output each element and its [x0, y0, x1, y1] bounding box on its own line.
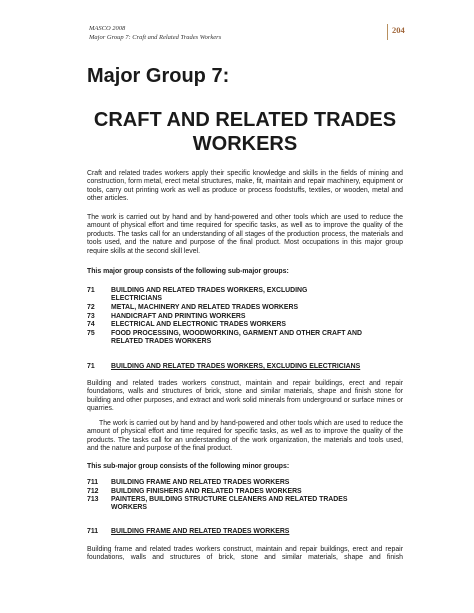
page-title: CRAFT AND RELATED TRADES WORKERS [93, 109, 397, 155]
list-item-code: 711 [87, 479, 99, 486]
list-item-75 [87, 330, 403, 347]
section-71-paragraph-2: The work is carried out by hand and by hand-powered and other tools which are used to reduce the amount of physical effort and time required for specific tasks, as well as to improve the quality of the products. The tasks call for an understanding of the work organization, the materials and tools used, and the nature and purpose of the final product. [87, 420, 403, 453]
list-item-code: 73 [87, 312, 95, 320]
list-item-code: 72 [87, 304, 95, 311]
list-item-code: 74 [87, 321, 95, 328]
intro-paragraph: Craft and related trades workers apply their specific knowledge and skills in the fields of mining and construction, form metal, erect metal structures, make, fit, maintain and repair machinery, equipment or tools, carry out printing work as well as produce or process foodstuffs, textiles, or wooden, metal and other articles. [87, 170, 403, 203]
list-item-code: 713 [87, 496, 99, 503]
list-item-code: 71 [87, 287, 95, 294]
list-item-label: PAINTERS, BUILDING STRUCTURE CLEANERS AND RELATED TRADES WORKERS [111, 496, 348, 512]
list-item-code: 75 [87, 329, 95, 337]
header-divider [387, 24, 388, 40]
list-item-label: ELECTRICAL AND ELECTRONIC TRADES WORKERS [111, 321, 286, 328]
submajor-intro: This major group consists of the following sub-major groups: [87, 268, 289, 275]
list-item-label: FOOD PROCESSING, WOODWORKING, GARMENT AND OTHER CRAFT AND RELATED TRADES WORKERS [111, 329, 362, 345]
header-subtitle: Major Group 7: Craft and Related Trades Workers [89, 34, 222, 41]
page-number: 204 [392, 25, 405, 35]
minor-groups-intro: This sub-major group consists of the following minor groups: [87, 463, 290, 470]
list-item-label: HANDICRAFT AND PRINTING WORKERS [111, 312, 246, 320]
major-group-title: Major Group 7: [87, 65, 230, 87]
list-item-label: METAL, MACHINERY AND RELATED TRADES WORKERS [111, 304, 299, 311]
section-title: BUILDING FRAME AND RELATED TRADES WORKERS [111, 528, 290, 535]
section-71-paragraph-1: Building and related trades workers construct, maintain and repair buildings, erect and repair foundations, walls and structures of brick, stone and similar materials, shape and finish stone for building and other purposes, and extract and work solid minerals from underground or surface mines or quarries. [87, 380, 403, 413]
section-711-paragraph-1: Building frame and related trades workers construct, maintain and repair buildings, erect and repair foundations, walls and structures of brick, stone and similar materials, shape and finish [87, 546, 403, 562]
section-title: BUILDING AND RELATED TRADES WORKERS, EXCLUDING ELECTRICIANS [111, 363, 361, 370]
header-org: MASCO 2008 [89, 25, 126, 32]
list-item-71 [87, 287, 403, 304]
list-item-713 [87, 496, 403, 513]
list-item-code: 712 [87, 487, 99, 495]
list-item-label: BUILDING AND RELATED TRADES WORKERS, EXCLUDING ELECTRICIANS [111, 287, 308, 303]
work-paragraph: The work is carried out by hand and by hand-powered and other tools which are used to reduce the amount of physical effort and time required for specific tasks, as well as to improve the quality of the products. The tasks call for an understanding of all stages of the production process, the materials and tools used, and the nature and purpose of the final product. Most occupations in this major group require skills at the second skill level. [87, 214, 403, 255]
list-item-label: BUILDING FINISHERS AND RELATED TRADES WORKERS [111, 487, 302, 495]
running-header [89, 24, 389, 42]
list-item-label: BUILDING FRAME AND RELATED TRADES WORKERS [111, 479, 290, 486]
section-code: 711 [87, 528, 99, 535]
section-code: 71 [87, 363, 95, 370]
